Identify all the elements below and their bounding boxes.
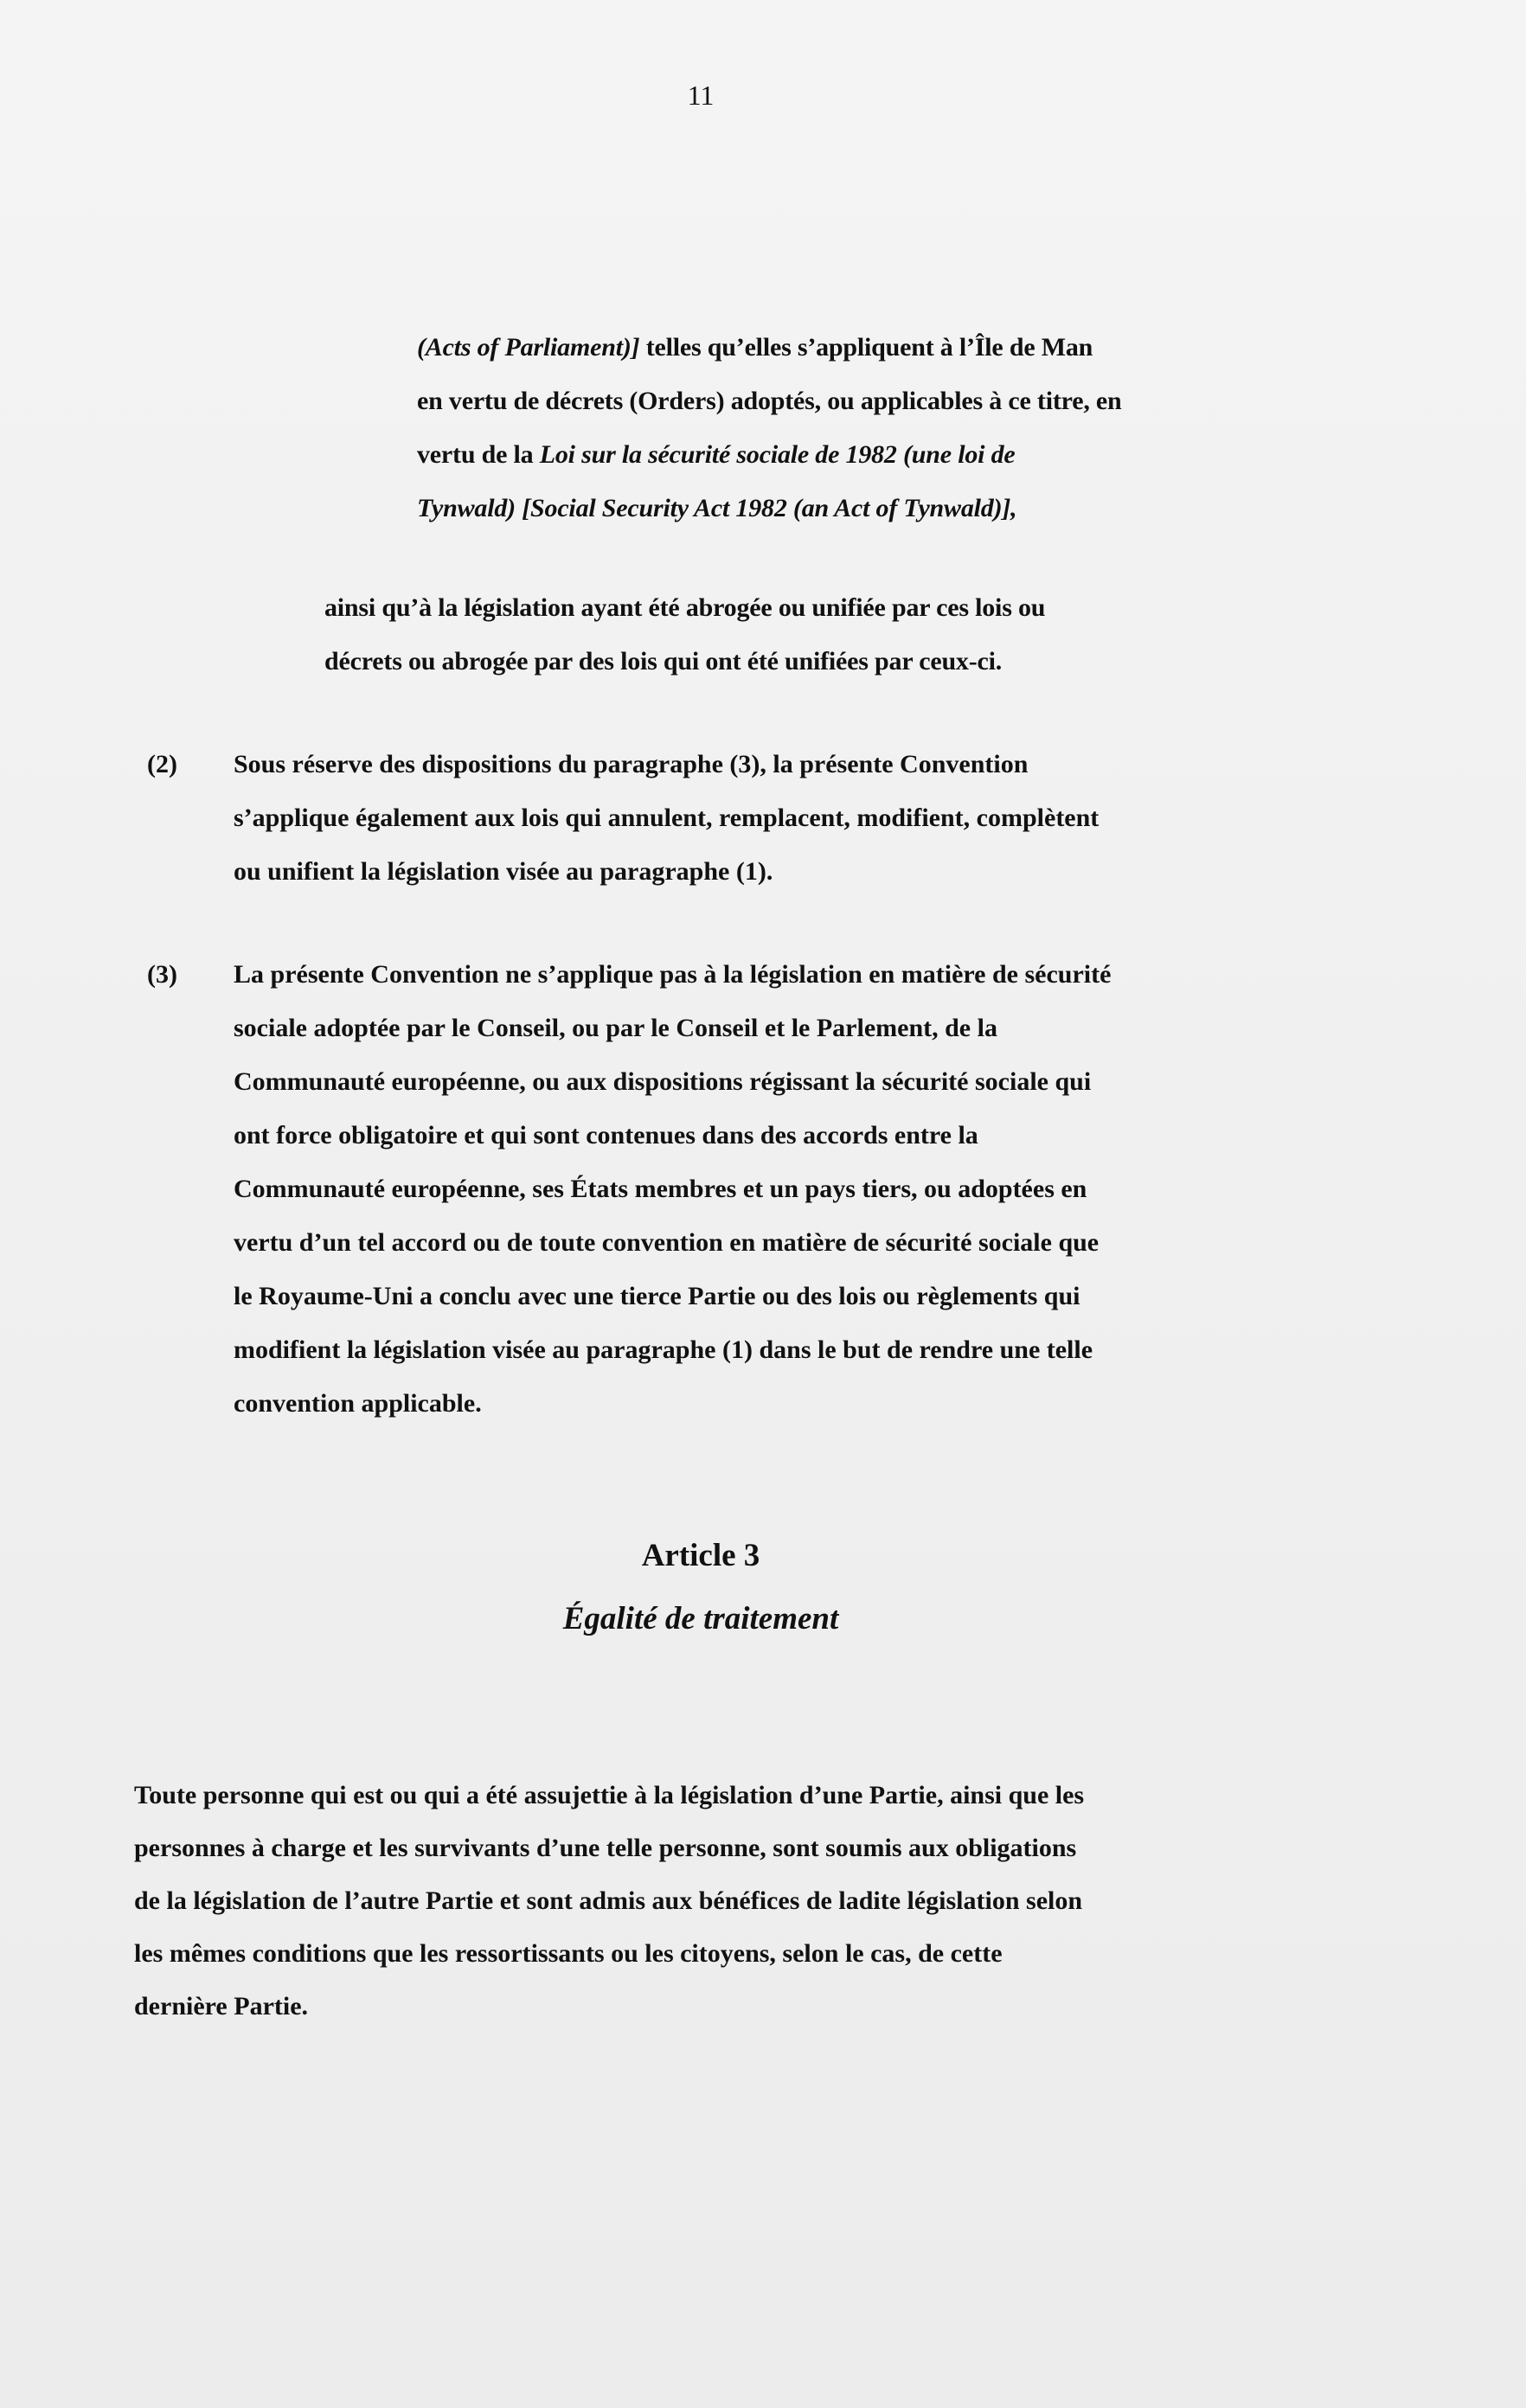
article-title: Article 3 <box>641 1538 760 1573</box>
intro-line-4: Tynwald) [Social Security Act 1982 (an Act of Tynwald)], <box>417 494 1017 522</box>
article-line: les mêmes conditions que les ressortissants ou les citoyens, selon le cas, de cette <box>134 1939 1003 1968</box>
intro-line-1-italic: (Acts of Parliament)] <box>417 333 640 362</box>
intro-line-1-rest: telles qu’elles s’appliquent à l’Île de Man <box>639 333 1093 362</box>
paragraph-line: ont force obligatoire et qui sont contenues dans des accords entre la <box>234 1121 978 1150</box>
article-line: de la législation de l’autre Partie et sont admis aux bénéfices de ladite législation selon <box>134 1886 1083 1915</box>
intro-line-2: en vertu de décrets (Orders) adoptés, ou applicables à ce titre, en <box>417 387 1122 415</box>
paragraph-line: s’applique également aux lois qui annulent, remplacent, modifient, complètent <box>234 804 1100 832</box>
paragraph-line: sociale adoptée par le Conseil, ou par le Conseil et le Parlement, de la <box>234 1014 997 1042</box>
intro-continuation <box>324 581 1146 688</box>
intro-line-3-italic: Loi sur la sécurité sociale de 1982 (une loi de <box>539 440 1016 469</box>
paragraph-number: (2) <box>147 750 177 778</box>
paragraph-line: convention applicable. <box>234 1389 482 1418</box>
paragraph-line: Sous réserve des dispositions du paragraphe (3), la présente Convention <box>234 750 1029 778</box>
intro-line-3 <box>417 428 1196 482</box>
intro-cont-line: ainsi qu’à la législation ayant été abrogée ou unifiée par ces lois ou <box>324 593 1046 622</box>
paragraph-body <box>234 948 1228 1431</box>
article-line: dernière Partie. <box>134 1992 309 2021</box>
paragraph-line: le Royaume-Uni a conclu avec une tierce Partie ou des lois ou règlements qui <box>234 1282 1080 1310</box>
paragraph-line: modifient la législation visée au paragraphe (1) dans le but de rendre une telle <box>234 1335 1093 1364</box>
page-number: 11 <box>687 80 715 111</box>
paragraph-line: Communauté européenne, ses États membres et un pays tiers, ou adoptées en <box>234 1175 1087 1203</box>
article-body <box>134 1769 1259 2033</box>
intro-line-3-plain: vertu de la <box>417 440 540 469</box>
paragraph-body <box>234 738 1228 899</box>
article-line: Toute personne qui est ou qui a été assujettie à la législation d’une Partie, ainsi que les <box>134 1781 1085 1809</box>
paragraph-line: vertu d’un tel accord ou de toute convention en matière de sécurité sociale que <box>234 1228 1100 1257</box>
intro-line-1 <box>417 321 1196 375</box>
paragraph-line: Communauté européenne, ou aux dispositions régissant la sécurité sociale qui <box>234 1067 1092 1096</box>
paragraph-line: La présente Convention ne s’applique pas à la législation en matière de sécurité <box>234 960 1112 989</box>
article-line: personnes à charge et les survivants d’une telle personne, sont soumis aux obligations <box>134 1834 1077 1862</box>
paragraph-line: ou unifient la législation visée au paragraphe (1). <box>234 857 773 886</box>
article-subtitle: Égalité de traitement <box>562 1601 839 1636</box>
intro-block <box>417 321 1196 535</box>
paragraph-number: (3) <box>147 960 177 989</box>
intro-cont-line: décrets ou abrogée par des lois qui ont été unifiées par ceux-ci. <box>324 647 1003 676</box>
